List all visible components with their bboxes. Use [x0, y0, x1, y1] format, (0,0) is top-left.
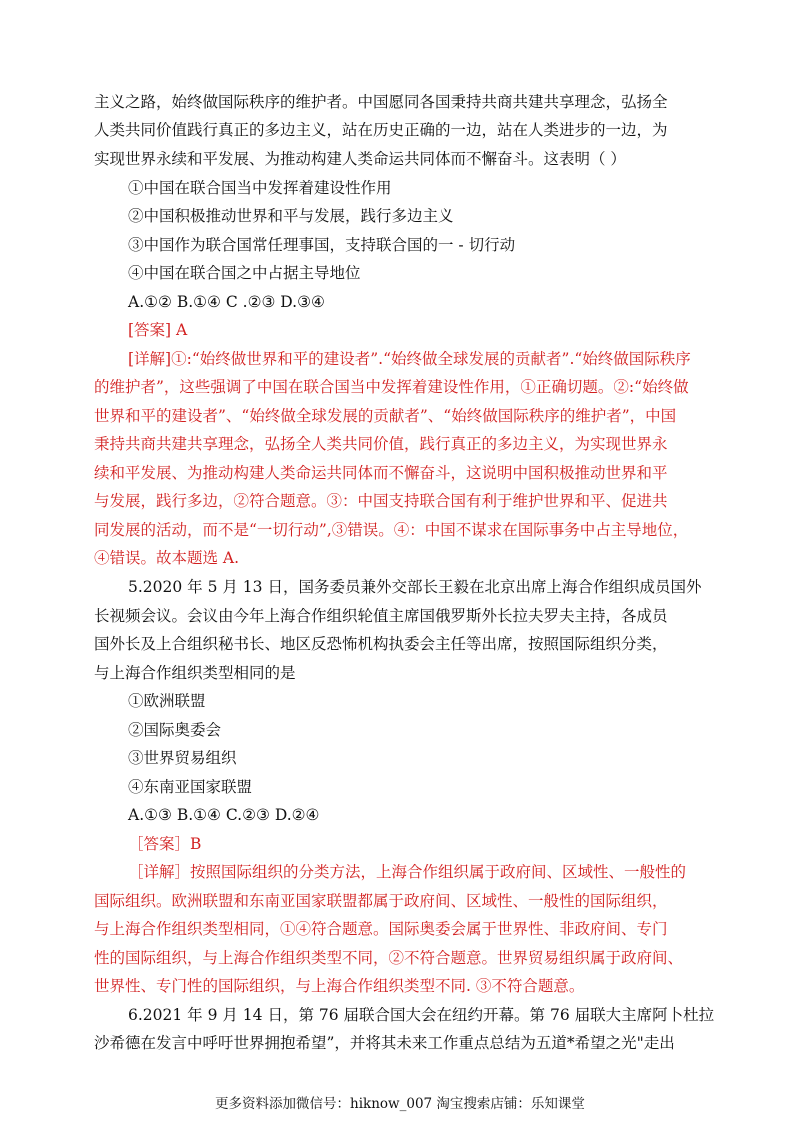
q6-stem-line: 6.2021 年 9 月 14 日，第 76 届联合国大会在纽约开幕。第 76 届联大主席阿卜杜拉 — [128, 1006, 715, 1024]
page-footer: 更多资料添加微信号：hiknow_007 淘宝搜索店铺：乐知课堂 — [215, 1096, 585, 1112]
q5-explanation-line: 性的国际组织，与上海合作组织类型不同，②不符合题意。世界贸易组织属于政府间、 — [94, 949, 684, 967]
q5-choices: A.①③ B.①④ C.②③ D.②④ — [128, 806, 320, 824]
q4-stem-line: 实现世界永续和平发展、为推动构建人类命运共同体而不懈奋斗。这表明（ ） — [94, 150, 626, 168]
q5-option: ③世界贸易组织 — [128, 749, 237, 767]
q4-explanation-line: 的维护者”，这些强调了中国在联合国当中发挥着建设性作用，①正确切题。②:“始终做 — [94, 378, 689, 396]
q4-explanation-line: 世界和平的建设者”、“始终做全球发展的贡献者”、“始终做国际秩序的维护者”，中国 — [94, 407, 677, 425]
q4-stem-line: 主义之路，始终做国际秩序的维护者。中国愿同各国秉持共商共建共享理念，弘扬全 — [94, 93, 668, 111]
q5-stem-line: 国外长及上合组织秘书长、地区反恐怖机构执委会主任等出席，按照国际组织分类， — [94, 635, 668, 653]
q4-explanation-line: 与发展，践行多边，②符合题意。③：中国支持联合国有利于维护世界和平、促进共 — [94, 492, 668, 510]
q4-explanation-line: [详解]①:“始终做世界和平的建设者”.“始终做全球发展的贡献者”.“始终做国际秩序 — [128, 350, 691, 368]
q5-explanation-line: 世界性、专门性的国际组织，与上海合作组织类型不同. ③不符合题意。 — [94, 977, 585, 995]
q5-stem-line: 5.2020 年 5 月 13 日，国务委员兼外交部长王毅在北京出席上海合作组织成员国外 — [128, 578, 702, 596]
q5-option: ②国际奥委会 — [128, 721, 222, 739]
q6-stem-line: 沙希德在发言中呼吁世界拥抱希望”，并将其未来工作重点总结为五道*希望之光"走出 — [94, 1034, 675, 1052]
q4-option: ③中国作为联合国常任理事国，支持联合国的一 - 切行动 — [128, 236, 516, 254]
q4-explanation-line: 秉持共商共建共享理念，弘扬全人类共同价值，践行真正的多边主义，为实现世界永 — [94, 435, 668, 453]
q5-explanation-line: ［详解］按照国际组织的分类方法，上海合作组织属于政府间、区域性、一般性的 — [128, 863, 687, 881]
q5-option: ④东南亚国家联盟 — [128, 778, 253, 796]
q4-explanation-line: 同发展的活动，而不是“一切行动”,③错误。④：中国不谋求在国际事务中占主导地位， — [94, 521, 689, 539]
q4-option: ①中国在联合国当中发挥着建设性作用 — [128, 179, 392, 197]
q4-explanation-line: 续和平发展、为推动构建人类命运共同体而不懈奋斗，这说明中国积极推动世界和平 — [94, 464, 668, 482]
q4-stem-line: 人类共同价值践行真正的多边主义，站在历史正确的一边，站在人类进步的一边，为 — [94, 121, 668, 139]
q4-choices: A.①② B.①④ C .②③ D.③④ — [128, 293, 325, 311]
q5-stem-line: 与上海合作组织类型相同的是 — [94, 664, 296, 682]
q4-option: ④中国在联合国之中占据主导地位 — [128, 264, 361, 282]
q4-option: ②中国积极推动世界和平与发展，践行多边主义 — [128, 207, 454, 225]
q4-explanation-line: ④错误。故本题选 A. — [94, 549, 240, 567]
q5-option: ①欧洲联盟 — [128, 692, 206, 710]
q5-explanation-line: 与上海合作组织类型相同，①④符合题意。国际奥委会属于世界性、非政府间、专门 — [94, 920, 668, 938]
q5-explanation-line: 国际组织。欧洲联盟和东南亚国家联盟都属于政府间、区域性、一般性的国际组织， — [94, 892, 668, 910]
q4-answer: [答案] A — [128, 321, 188, 339]
q5-answer: ［答案］B — [128, 835, 202, 853]
q5-stem-line: 长视频会议。会议由今年上海合作组织轮值主席国俄罗斯外长拉夫罗夫主持，各成员 — [94, 607, 668, 625]
